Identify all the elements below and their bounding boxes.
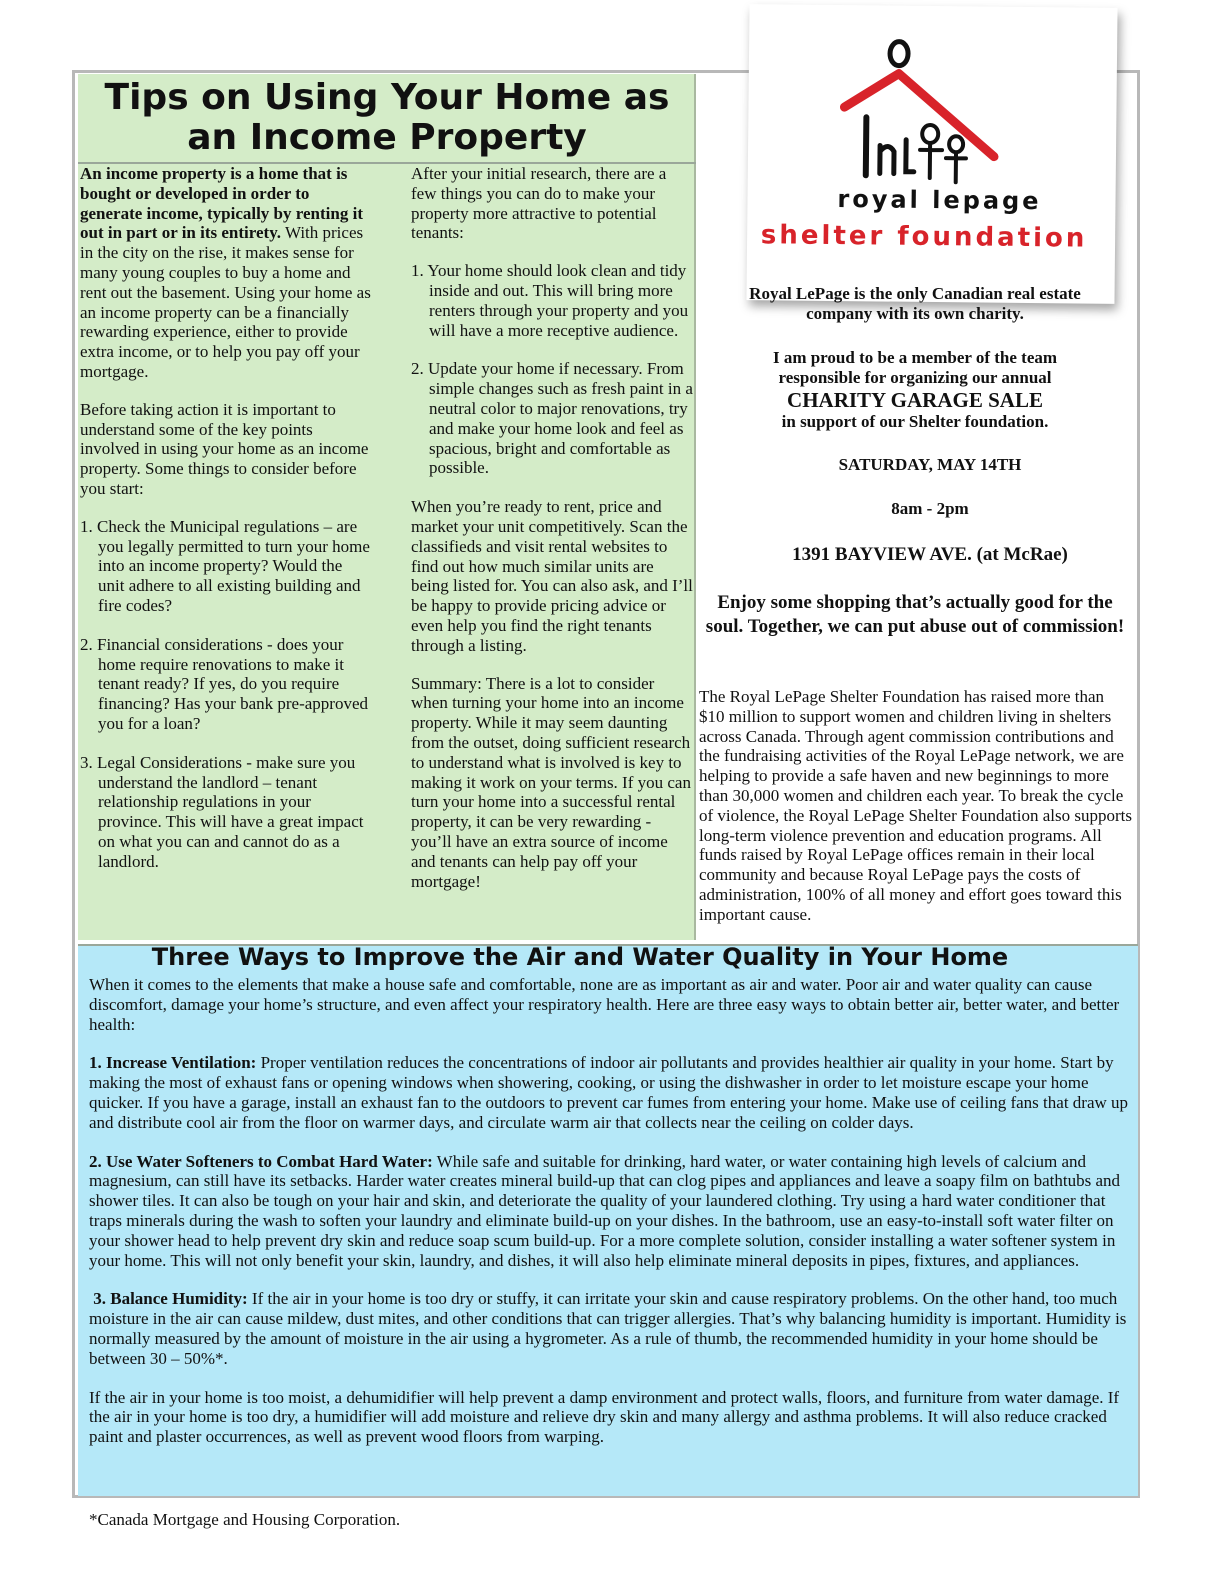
promo-time: 8am - 2pm xyxy=(891,499,969,518)
shelter-foundation-logo xyxy=(746,4,1117,304)
promo-charity-line: Royal LePage is the only Canadian real estate company with its own charity. xyxy=(749,284,1081,323)
promo-event-name: CHARITY GARAGE SALE xyxy=(787,388,1043,412)
before-paragraph: Before taking action it is important to understand some of the key points involved in using your home as an income property. Some things to consider before you start: xyxy=(80,399,369,498)
ready-paragraph: When you’re ready to rent, price and market your unit competitively. Scan the classifieds and visit rental websites to find out how much similar units are being listed for. You can also ask, and I’ll be happy to provide pricing advice or even help you find the right tenants through a listing. xyxy=(411,497,693,655)
tip-humidity xyxy=(89,1289,1137,1368)
income-article-title-box xyxy=(78,74,696,164)
air-water-article-body xyxy=(89,975,1137,1466)
promo-address: 1391 BAYVIEW AVE. (at McRae) xyxy=(792,544,1068,565)
list-item: 3. Legal Considerations - make sure you understand the landlord – tenant relationship regulations in your province. This will have a great impact on what you can and cannot do as a landlord. xyxy=(80,752,364,871)
air-intro-paragraph: When it comes to the elements that make a house safe and comfortable, none are as important as air and water. Poor air and water quality can cause discomfort, damage your home’s structure, and even affect your respiratory health. Here are three easy ways to obtain better air, better water, and better health: xyxy=(89,975,1120,1034)
list-item: 2. Financial considerations - does your home require renovations to make it tenant ready? If yes, do you require financing? Has your bank pre-approved you for a loan? xyxy=(80,634,369,733)
closing-paragraph: If the air in your home is too moist, a dehumidifier will help prevent a damp environment and protect walls, floors, and furniture from water damage. If the air in your home is too dry, a humidifier will add moisture and relieve dry skin and many allergy and asthma problems. It will also reduce cracked paint and plaster occurrences, as well as prevent wood floors from warping. xyxy=(89,1387,1120,1447)
after-paragraph: After your initial research, there are a few things you can do to make your property more attractive to potential tenants: xyxy=(411,164,667,243)
considerations-list xyxy=(80,517,372,872)
promo-support-line: in support of our Shelter foundation. xyxy=(781,412,1049,431)
promo-enjoy: Enjoy some shopping that’s actually good for the soul. Together, we can put abuse out of commission! xyxy=(705,592,1125,637)
tip-heading: 3. Balance Humidity: xyxy=(89,1289,248,1309)
tip-body: Proper ventilation reduces the concentrations of indoor air pollutants and provides healthier air quality in your home. Start by making the most of exhaust fans or opening windows when showering, cooking, or using the dishwasher in order to let moisture escape your home quicker. If you have a garage, install an exhaust fan to the outdoors to prevent car fumes from entering your home. Make use of ceiling fans that draw up and distribute cool air from the floor on warmer days, and circulate warm air that collects near the ceiling on colder days. xyxy=(89,1053,1129,1132)
house-family-icon xyxy=(748,4,1118,188)
tip-ventilation xyxy=(89,1053,1137,1132)
tip-heading: 2. Use Water Softeners to Combat Hard Water: xyxy=(89,1151,433,1171)
foundation-paragraph: The Royal LePage Shelter Foundation has raised more than $10 million to support women and children living in shelters across Canada. Through agent commission contributions and the fundraising activities of the Royal LePage network, we are helping to provide a safe haven and new beginnings to more than 30,000 women and children each year. To break the cycle of violence, the Royal LePage Shelter Foundation also supports long-term violence prevention and education programs. All funds raised by Royal LePage offices remain in their local community and because Royal LePage pays the costs of administration, 100% of all money and effort goes toward this important cause. xyxy=(699,687,1132,924)
garage-sale-promo xyxy=(700,284,1130,638)
intro-paragraph xyxy=(80,164,372,382)
income-article-column-2 xyxy=(411,164,693,909)
promo-team-line: I am proud to be a member of the team responsible for organizing our annual xyxy=(772,348,1058,387)
tip-body: If the air in your home is too dry or stuffy, it can irritate your skin and cause respiratory problems. On the other hand, too much moisture in the air can cause mildew, dust mites, and other conditions that can trigger allergies. That’s why balancing humidity is important. Humidity is normally measured by the amount of moisture in the air using a hygrometer. As a rule of thumb, the recommended humidity in your home should be between 30 – 50%*. xyxy=(89,1289,1127,1368)
tip-body: While safe and suitable for drinking, hard water, or water containing high levels of calcium and magnesium, can still have its setbacks. Harder water creates mineral build-up that can clog pipes and appliances and leave a soapy film on bathtubs and shower tiles. It can also be tough on your hair and skin, and deteriorate the quality of your laundered clothing. Try using a hard water conditioner that traps minerals during the wash to soften your laundry and eliminate build-up on your dishes. In the bathroom, use an easy-to-install soft water filter on your shower head to help prevent dry skin and reduce soap scum build-up. For a more complete solution, consider installing a water softener system in your home. This will not only benefit your skin, laundry, and dishes, it will also help eliminate mineral deposits in pipes, fixtures, and appliances. xyxy=(89,1151,1120,1270)
footnote: *Canada Mortgage and Housing Corporation. xyxy=(89,1510,401,1529)
income-article-column-1 xyxy=(80,164,372,891)
tip-water-softeners xyxy=(89,1152,1137,1271)
improvements-list xyxy=(411,261,693,478)
summary-paragraph: Summary: There is a lot to consider when turning your home into an income property. While it may seem daunting from the outset, doing sufficient research to understand what is involved is key to making it work on your terms. If you can turn your home into a successful rental property, it can be very rewarding - you’ll have an extra source of income and tenants can help pay off your mortgage! xyxy=(411,673,691,891)
intro-rest: With prices in the city on the rise, it makes sense for many young couples to buy a home and rent out the basement. Using your home as an income property can be a financially rewarding experience, either to provide extra income, or to help you pay off your mortgage. xyxy=(80,223,371,381)
promo-date: SATURDAY, MAY 14TH xyxy=(838,455,1022,474)
list-item: 1. Check the Municipal regulations – are you legally permitted to turn your home into an income property? Would the unit adhere to all existing building and fire codes? xyxy=(80,516,370,615)
air-water-article-title: Three Ways to Improve the Air and Water Quality in Your Home xyxy=(151,943,1009,971)
tip-heading: 1. Increase Ventilation: xyxy=(89,1053,257,1073)
list-item: 1. Your home should look clean and tidy inside and out. This will bring more renters through your property and you will have a more receptive audience. xyxy=(411,261,689,340)
logo-line-2: shelter foundation xyxy=(760,220,1088,254)
logo-line-1: royal lepage xyxy=(837,185,1042,216)
intro-bold: An income property is a home that is bought or developed in order to generate income, typically by renting it out in part or in its entirety. xyxy=(80,164,363,243)
list-item: 2. Update your home if necessary. From simple changes such as fresh paint in a neutral color to major renovations, try and make your home look and feel as spacious, bright and comfortable as possible. xyxy=(411,359,693,478)
income-article-title: Tips on Using Your Home as an Income Property xyxy=(104,77,670,158)
